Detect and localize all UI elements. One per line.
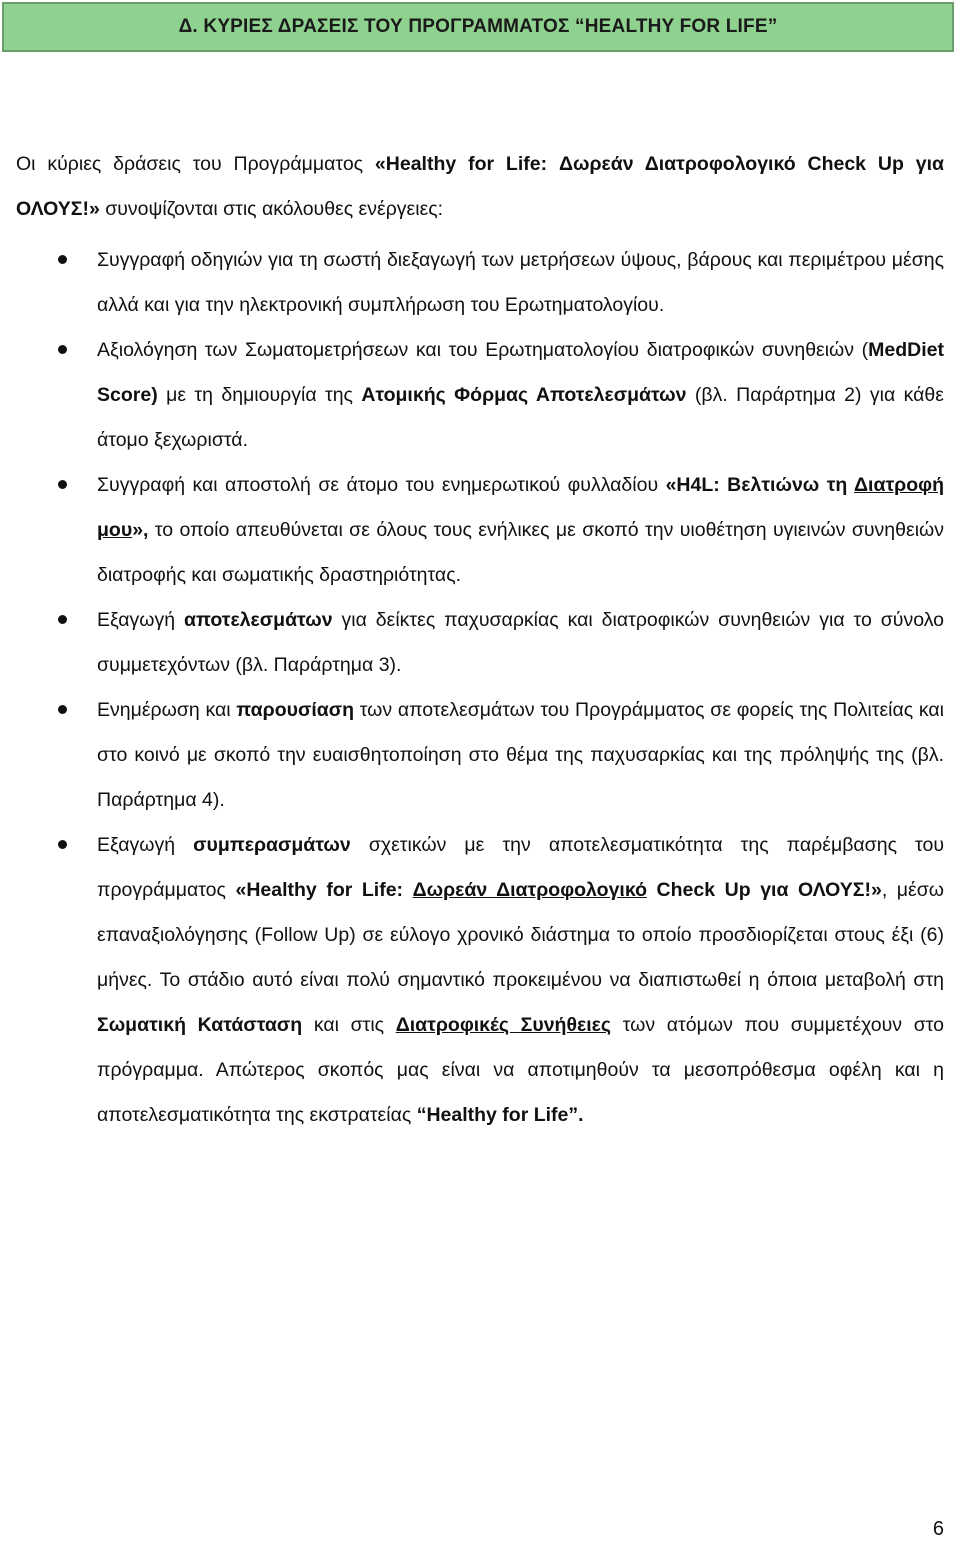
section-title: Δ. ΚΥΡΙΕΣ ΔΡΑΣΕΙΣ ΤΟΥ ΠΡΟΓΡΑΜΜΑΤΟΣ “HEALTHY FOR LIFE”: [178, 16, 778, 37]
action-6-bold-underlined-2: Διατροφικές Συνήθειες: [395, 1014, 612, 1036]
action-6-text-3: , μέσω επαναξιολόγησης (Follow Up) σε εύλογο χρονικό διάστημα το οποίο προσδιορίζεται στους έξι (6) μήνες. Το στάδιο αυτό είναι πολύ σημαντικό προκειμένου να διαπιστωθεί η όποια μεταβολή στη: [97, 879, 944, 991]
action-3-text-2: το οποίο απευθύνεται σε όλους τους ενήλικες με σκοπό την υιοθέτηση υγιεινών συνηθειών διατροφής και σωματικής δραστηριότητας.: [97, 519, 944, 586]
action-5-text-1: Ενημέρωση και: [97, 699, 237, 721]
action-item-3: [0, 463, 944, 598]
action-2-bold-2: Ατομικής Φόρμας Αποτελεσμάτων: [361, 384, 687, 406]
action-6-bold-5: “Healthy for Life”.: [416, 1104, 584, 1126]
program-name: «Healthy for Life: Δωρεάν Διατροφολογικό Check Up για ΟΛΟΥΣ!»: [16, 152, 944, 220]
action-item-1: [0, 238, 944, 328]
action-item-2: [0, 328, 944, 463]
action-6-bold-2b: Check Up για ΟΛΟΥΣ!»: [646, 879, 882, 901]
action-5-text-2: των αποτελεσμάτων του Προγράμματος σε φορείς της Πολιτείας και στο κοινό με σκοπό την ευαισθητοποίηση στο θέμα της παχυσαρκίας και της πρόληψής της (βλ. Παράρτημα 4).: [97, 699, 944, 811]
action-3-bold-1: «H4L: Βελτιώνω τη: [665, 474, 855, 496]
action-6-bold-underlined: Δωρεάν Διατροφολογικό: [412, 879, 647, 901]
action-item-4: [0, 598, 944, 688]
action-6-bold-1: συμπερασμάτων: [193, 834, 351, 856]
action-3-text-1: Συγγραφή και αποστολή σε άτομο του ενημερωτικού φυλλαδίου: [97, 474, 666, 496]
action-6-bold-3: Σωματική Κατάσταση: [97, 1014, 303, 1036]
action-4-bold-1: αποτελεσμάτων: [184, 609, 333, 631]
action-item-5: [0, 688, 944, 823]
section-heading-box: [2, 2, 954, 52]
action-3-bold-underlined: Διατροφή μου: [97, 474, 944, 541]
intro-text-post: συνοψίζονται στις ακόλουθες ενέργειες:: [99, 197, 444, 220]
action-2-text-1: Αξιολόγηση των Σωματομετρήσεων και του Ερωτηματολογίου διατροφικών συνηθειών (: [97, 339, 869, 361]
action-5-bold-1: παρουσίαση: [236, 699, 354, 721]
action-3-bold-end: »,: [132, 519, 149, 541]
action-2-text-2: με τη δημιουργία της: [157, 384, 362, 406]
action-6-bold-2a: «Healthy for Life:: [235, 879, 413, 901]
intro-paragraph: [16, 142, 944, 232]
action-6-text-2: σχετικών με την αποτελεσματικότητα της παρέμβασης του προγράμματος: [97, 834, 944, 901]
action-item-6: [0, 823, 944, 1138]
action-2-text-3: (βλ. Παράρτημα 2) για κάθε άτομο ξεχωριστά.: [97, 384, 944, 451]
action-4-text-2: για δείκτες παχυσαρκίας και διατροφικών συνηθειών για το σύνολο συμμετεχόντων (βλ. Παράρτημα 3).: [97, 609, 944, 676]
action-6-text-1: Εξαγωγή: [97, 834, 194, 856]
action-6-text-4: και στις: [302, 1014, 396, 1036]
action-4-text-1: Εξαγωγή: [97, 609, 184, 631]
intro-text-pre: Οι κύριες δράσεις του Προγράμματος: [16, 152, 375, 175]
action-2-bold-1: MedDiet Score): [97, 339, 944, 406]
action-1-text: Συγγραφή οδηγιών για τη σωστή διεξαγωγή των μετρήσεων ύψους, βάρους και περιμέτρου μέσης αλλά και για την ηλεκτρονική συμπλήρωση του Ερωτηματολογίου.: [97, 249, 944, 316]
action-6-text-5: των ατόμων που συμμετέχουν στο πρόγραμμα. Απώτερος σκοπός μας είναι να αποτιμηθούν τα μεσοπρόθεσμα οφέλη και η αποτελεσματικότητα της εκστρατείας: [97, 1014, 944, 1126]
actions-list: [0, 238, 944, 1138]
page-number: 6: [932, 1518, 944, 1540]
